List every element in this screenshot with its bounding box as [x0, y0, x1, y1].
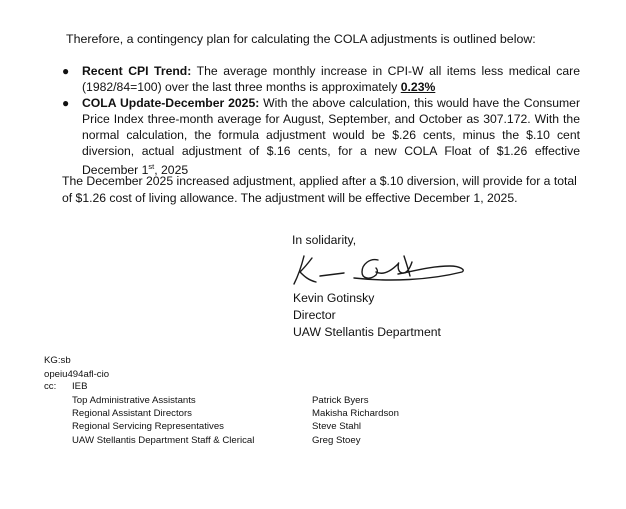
bullet-item-cola-update	[60, 95, 580, 178]
reference-initials	[44, 354, 109, 381]
distribution-item: Patrick Byers	[312, 395, 369, 406]
bullet-text-end: , 2025	[154, 163, 189, 178]
bullet-label: COLA Update-December 2025:	[82, 96, 260, 110]
typist-initials: KG:sb	[44, 355, 71, 366]
cc-first-recipient: IEB	[72, 381, 88, 392]
bullet-dot-icon: ●	[62, 64, 70, 78]
bullet-label: Recent CPI Trend:	[82, 64, 192, 78]
signatory-department: UAW Stellantis Department	[293, 325, 441, 339]
cc-line	[44, 381, 87, 392]
signature-block	[293, 290, 441, 341]
intro-sentence: Therefore, a contingency plan for calculating the COLA adjustments is outlined below:	[66, 32, 536, 46]
closing-line: In solidarity,	[292, 233, 357, 247]
distribution-item: Regional Assistant Directors	[72, 408, 192, 420]
distribution-item: Steve Stahl	[312, 421, 362, 433]
distribution-item: Greg Stoey	[312, 434, 361, 446]
bullet-dot-icon: ●	[62, 96, 70, 110]
distribution-item: Regional Servicing Representatives	[72, 421, 224, 433]
bullet-item-cpi-trend	[60, 63, 580, 95]
date-ordinal-superscript: st	[148, 162, 155, 171]
union-reference: opeiu494afl-cio	[44, 368, 110, 380]
cc-label: cc:	[44, 381, 57, 392]
bullet-text: With the above calculation, this would have the Consumer Price Index three-month average for August, September, and October as 307.172. With the normal calculation, the formula adjustment would be $.26 cents, minus the $.10 cent diversion, actual adjustment of $.16 cents, for a new COLA Float of $1.26 effective December 1	[82, 96, 581, 178]
handwritten-signature	[290, 248, 470, 290]
distribution-item: UAW Stellantis Department Staff & Clerical	[72, 434, 255, 446]
distribution-list-names	[312, 394, 399, 447]
signatory-title: Director	[293, 308, 336, 322]
cpi-percentage: 0.23%	[400, 80, 436, 94]
signatory-name: Kevin Gotinsky	[293, 291, 375, 305]
bullet-text: The average monthly increase in CPI-W all items less medical care (1982/84=100) over the last three months is approximately	[82, 64, 581, 94]
distribution-item: Makisha Richardson	[312, 408, 399, 420]
distribution-item: Top Administrative Assistants	[72, 395, 196, 406]
summary-paragraph: The December 2025 increased adjustment, applied after a $.10 diversion, will provide for a total of $1.26 cost of living allowance. The adjustment will be effective December 1, 2025.	[62, 174, 577, 205]
bullet-list	[60, 63, 580, 178]
distribution-list-groups	[72, 394, 254, 447]
